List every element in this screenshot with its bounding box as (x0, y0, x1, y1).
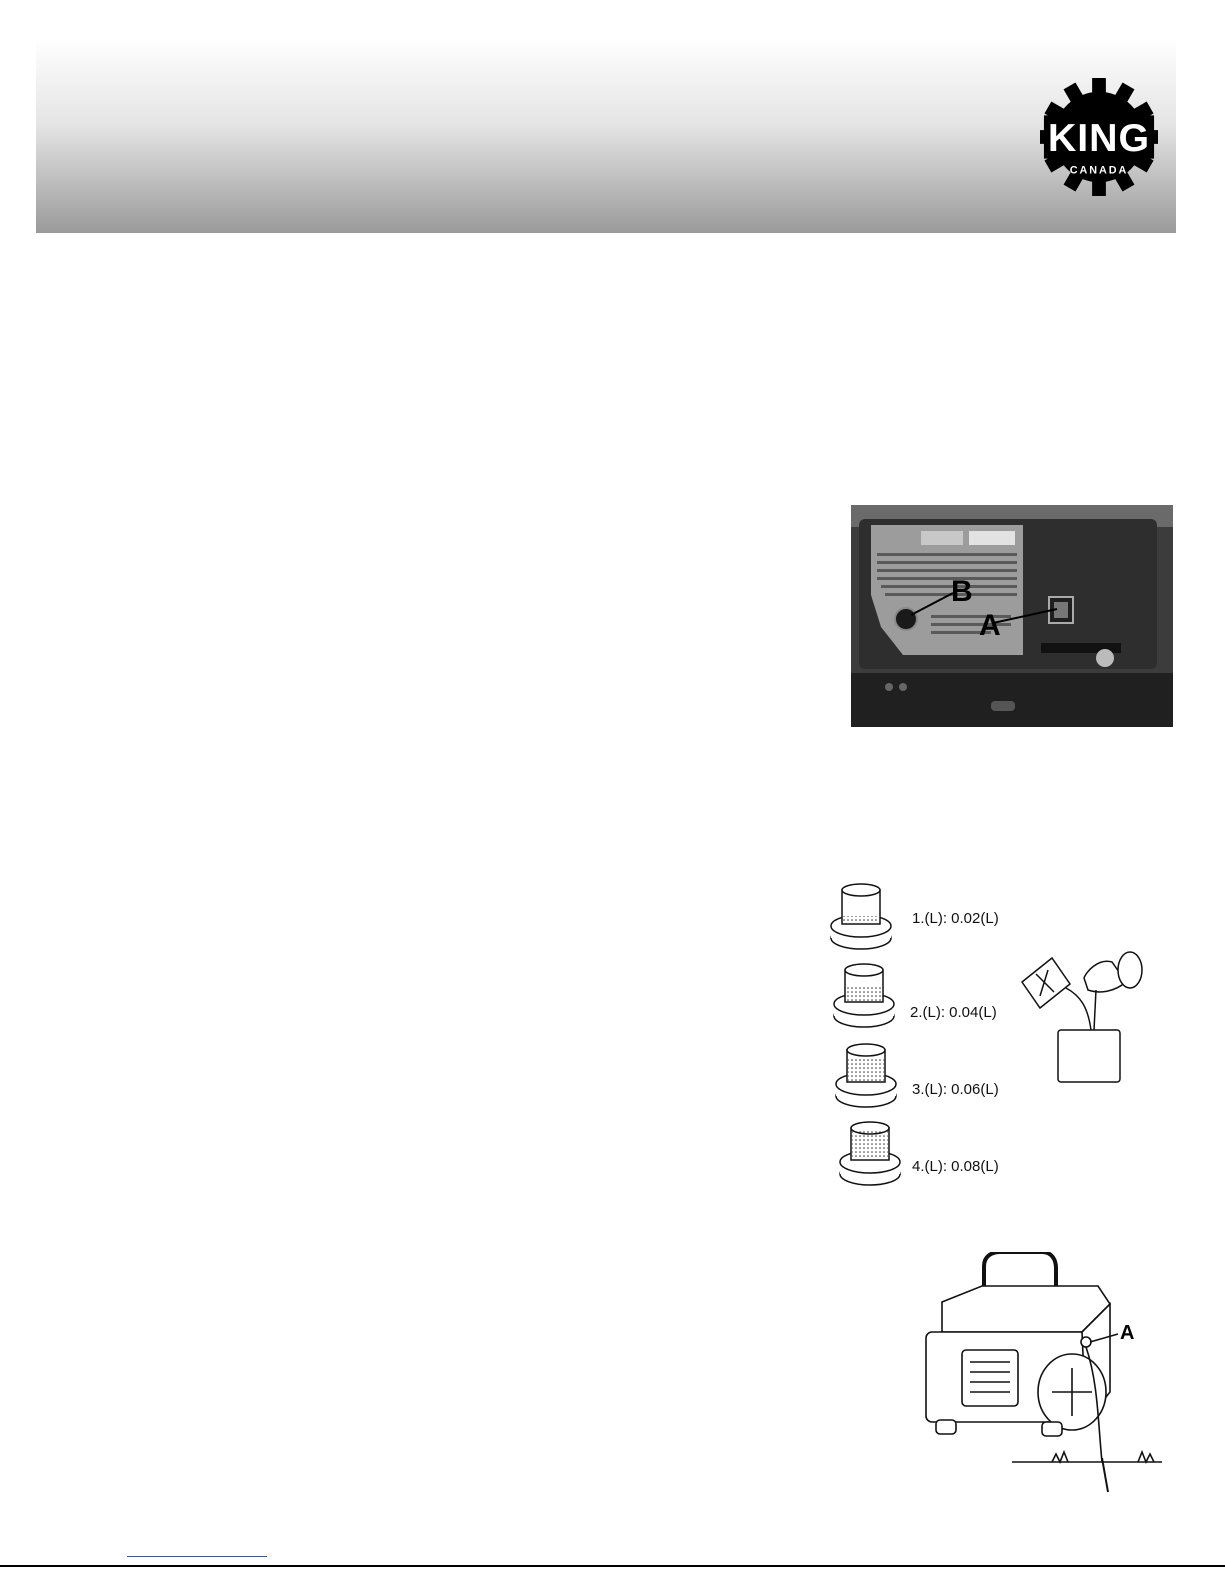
oil-level-label-3: 3.(L): 0.06(L) (912, 1081, 999, 1098)
footer-rule (0, 1565, 1225, 1567)
footer-link-underline[interactable] (127, 1556, 267, 1557)
logo-brand-text: KING (1047, 115, 1151, 160)
oil-level-label-4: 4.(L): 0.08(L) (912, 1158, 999, 1175)
gear-logo-icon (1040, 78, 1158, 196)
ground-terminal-a-label: A (1120, 1322, 1135, 1344)
oil-level-figure (826, 878, 1156, 1190)
header-band (36, 38, 1176, 233)
logo-sub-text: CANADA (1069, 164, 1129, 177)
breaker-b-label: B (951, 575, 973, 608)
king-canada-logo (1040, 78, 1158, 196)
switch-a-label: A (979, 609, 1001, 642)
oil-level-label-2: 2.(L): 0.04(L) (910, 1004, 997, 1021)
oil-level-label-1: 1.(L): 0.02(L) (912, 910, 999, 927)
generator-grounding-figure (912, 1252, 1174, 1497)
control-panel-photo (851, 505, 1173, 727)
